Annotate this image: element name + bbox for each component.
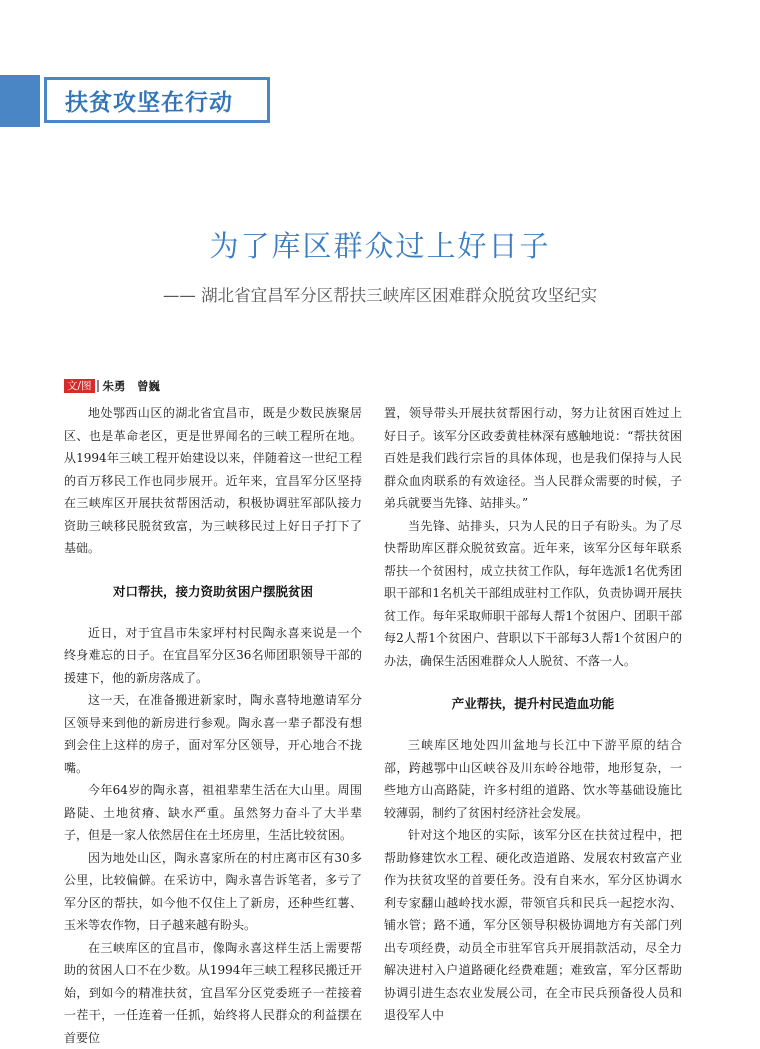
body-paragraph-continued: 置，领导带头开展扶贫帮困行动，努力让贫困百姓过上好日子。该军分区政委黄桂林深有感触地说：“帮扶贫困百姓是我们践行宗旨的具体体现，也是我们保持与人民群众血肉联系的有效途径。当人民群众需要的时候，子弟兵就要当先锋、站排头。” xyxy=(384,402,682,515)
byline-authors: 朱勇 曾巍 xyxy=(103,378,161,394)
byline-divider xyxy=(97,380,99,392)
left-column xyxy=(64,402,362,1049)
body-paragraph: 因为地处山区，陶永喜家所在的村庄离市区有30多公里，比较偏僻。在采访中，陶永喜告诉笔者，多亏了军分区的帮扶，如今他不仅住上了新房，还种些红薯、玉米等农作物，日子越来越有盼头。 xyxy=(64,847,362,937)
body-paragraph: 当先锋、站排头，只为人民的日子有盼头。为了尽快帮助库区群众脱贫致富。近年来，该军分区每年联系帮扶一个贫困村，成立扶贫工作队，每年选派1名优秀团职干部和1名机关干部组成驻村工作队，负责协调开展扶贫工作。每年采取师职干部每人帮1个贫困户、团职干部每2人帮1个贫困户、营职以下干部每3人帮1个贫困户的办法，确保生活困难群众人人脱贫、不落一人。 xyxy=(384,515,682,673)
right-column xyxy=(384,402,682,1027)
body-paragraph: 今年64岁的陶永喜，祖祖辈辈生活在大山里。周围路陡、土地贫瘠、缺水严重。虽然努力奋斗了大半辈子，但是一家人依然居住在土坯房里，生活比较贫困。 xyxy=(64,779,362,847)
section-heading-2: 产业帮扶，提升村民造血功能 xyxy=(384,694,682,712)
article-title: 为了库区群众过上好日子 xyxy=(0,224,760,265)
body-paragraph: 在三峡库区的宜昌市，像陶永喜这样生活上需要帮助的贫困人口不在少数。从1994年三峡工程移民搬迁开始，到如今的精准扶贫，宜昌军分区党委班子一茬接着一茬干，一任连着一任抓，始终将人民群众的利益摆在首要位 xyxy=(64,937,362,1049)
body-paragraph: 近日，对于宜昌市朱家坪村村民陶永喜来说是一个终身难忘的日子。在宜昌军分区36名师团职领导干部的援建下，他的新房落成了。 xyxy=(64,622,362,690)
section-heading-1: 对口帮扶，接力资助贫困户摆脱贫困 xyxy=(64,582,362,600)
section-label: 扶贫攻坚在行动 xyxy=(65,84,233,117)
byline-tag: 文/图 xyxy=(64,379,95,393)
intro-paragraph: 地处鄂西山区的湖北省宜昌市，既是少数民族聚居区、也是革命老区，更是世界闻名的三峡工程所在地。从1994年三峡工程开始建设以来，伴随着这一世纪工程的百万移民工作也同步展开。近年来，宜昌军分区坚持在三峡库区开展扶贫帮困活动，积极协调驻军部队接力资助三峡移民脱贫致富，为三峡移民过上好日子打下了基础。 xyxy=(64,402,362,560)
article-subtitle: —— 湖北省宜昌军分区帮扶三峡库区困难群众脱贫攻坚纪实 xyxy=(0,282,760,306)
section-color-bar xyxy=(0,75,40,127)
body-paragraph: 针对这个地区的实际，该军分区在扶贫过程中，把帮助修建饮水工程、硬化改造道路、发展农村致富产业作为扶贫攻坚的首要任务。没有自来水，军分区协调水利专家翻山越岭找水源，带领官兵和民兵一起挖水沟、铺水管；路不通，军分区领导积极协调地方有关部门列出专项经费，动员全市驻军官兵开展捐款活动，尽全力解决进村入户道路硬化经费难题；难致富，军分区帮助协调引进生态农业发展公司，在全市民兵预备役人员和退役军人中 xyxy=(384,824,682,1027)
body-paragraph: 这一天，在准备搬进新家时，陶永喜特地邀请军分区领导来到他的新房进行参观。陶永喜一辈子都没有想到会住上这样的房子，面对军分区领导，开心地合不拢嘴。 xyxy=(64,689,362,779)
body-paragraph: 三峡库区地处四川盆地与长江中下游平原的结合部，跨越鄂中山区峡谷及川东岭谷地带，地形复杂，一些地方山高路陡，许多村组的道路、饮水等基础设施比较薄弱，制约了贫困村经济社会发展。 xyxy=(384,734,682,824)
byline xyxy=(64,378,160,394)
section-header xyxy=(44,77,270,123)
